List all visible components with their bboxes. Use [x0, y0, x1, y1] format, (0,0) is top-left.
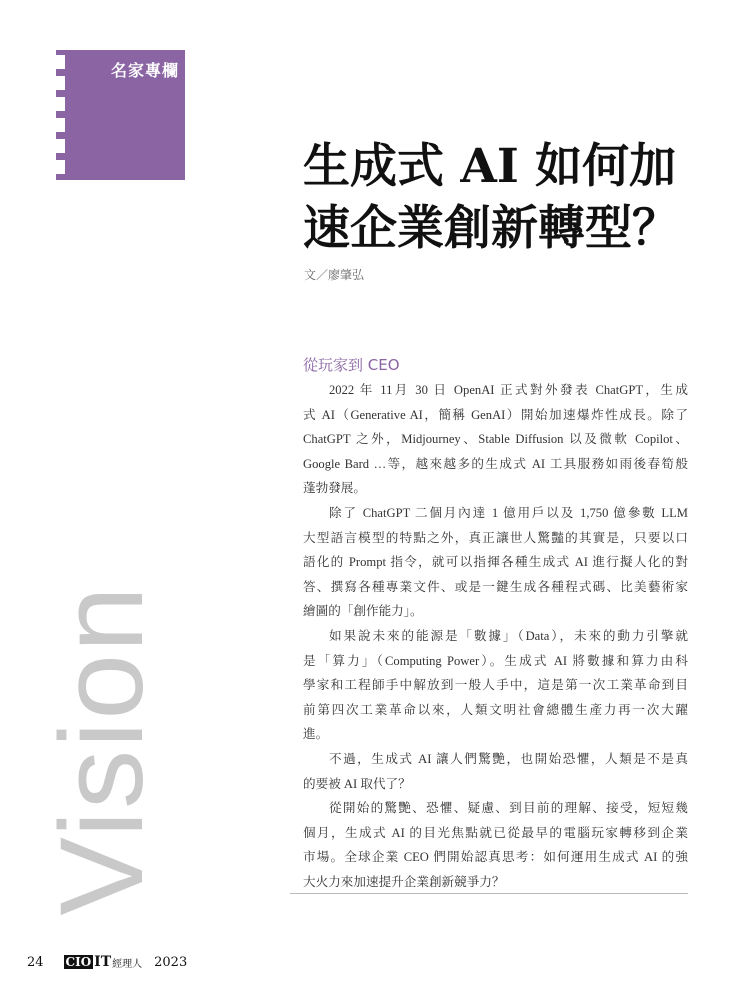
logo-it: IT: [94, 954, 112, 970]
year: 2023: [154, 954, 188, 970]
title-line: 速企業創新轉型？: [303, 201, 679, 256]
notch: [56, 118, 65, 132]
text-line: 不過，生成式 AI 讓人們驚艷，也開始恐懼，人類是不是真: [329, 751, 688, 766]
title-line: 生成式 AI 如何加: [303, 139, 677, 194]
paragraph: [303, 747, 688, 796]
text-line: 市場。全球企業 CEO 們開始認真思考：如何運用生成式 AI 的強: [303, 850, 688, 865]
text-line: 除了 ChatGPT 二個月內達 1 億用戶以及 1,750 億參數 LLM: [329, 505, 688, 520]
text-line: Google Bard …等，越來越多的生成式 AI 工具服務如雨後春筍般: [303, 456, 688, 471]
page-number: 24: [27, 954, 44, 970]
footer: [27, 954, 187, 970]
text-line: 如果說未來的能源是「數據」（Data），未來的動力引擎就: [329, 628, 688, 643]
text-line: 蓬勃發展。: [303, 481, 366, 496]
notch: [56, 55, 65, 69]
paragraph: [303, 796, 688, 894]
text-line: 的要被 AI 取代了？: [303, 776, 411, 791]
text-line: 從開始的驚艷、恐懼、疑慮、到目前的理解、接受，短短幾: [329, 801, 688, 816]
vision-watermark: Vision: [36, 584, 168, 916]
text-line: 大火力來加速提升企業創新競爭力？: [303, 874, 505, 889]
text-line: 式 AI（Generative AI，簡稱 GenAI）開始加速爆炸性成長。除了: [303, 407, 688, 422]
notch: [56, 76, 65, 90]
article-body: [303, 378, 688, 894]
text-line: 2022 年 11月 30 日 OpenAI 正式對外發表 ChatGPT，生成: [329, 383, 688, 397]
text-line: 語化的 Prompt 指令，就可以指揮各種生成式 AI 進行擬人化的對: [303, 555, 688, 570]
text-line: ChatGPT 之外，Midjourney、Stable Diffusion 以及微軟 Copilot、: [303, 432, 688, 447]
paragraph: [303, 501, 688, 624]
text-line: 繪圖的「創作能力」。: [303, 604, 423, 619]
text-line: 個月，生成式 AI 的目光焦點就已從最早的電腦玩家轉移到企業: [303, 825, 688, 840]
byline: 文／廖肇弘: [304, 268, 365, 282]
paragraph: [303, 378, 688, 501]
notch: [56, 139, 65, 153]
logo-cio: CIO: [65, 955, 92, 969]
article-title: [303, 136, 733, 260]
notch: [56, 97, 65, 111]
text-line: 前第四次工業革命以來，人類文明社會總體生產力再一次大躍: [303, 702, 688, 717]
notch: [56, 160, 65, 174]
section-heading: 從玩家到 CEO: [303, 356, 400, 374]
column-label: 名家專欄: [110, 61, 179, 80]
magazine-logo: [64, 954, 143, 970]
paragraph: [303, 624, 688, 747]
text-line: 大型語言模型的特點之外，真正讓世人驚豔的其實是，只要以口: [303, 530, 688, 545]
text-line: 學家和工程師手中解放到一般人手中，這是第一次工業革命到目: [303, 678, 688, 693]
divider: [290, 893, 688, 894]
column-label-box: [56, 50, 185, 180]
text-line: 答、撰寫各種專業文件、或是一鍵生成各種程式碼、比美藝術家: [303, 579, 688, 594]
logo-cn: 經理人: [112, 958, 143, 970]
text-line: 進。: [303, 727, 329, 742]
text-line: 是「算力」（Computing Power）。生成式 AI 將數據和算力由科: [303, 653, 688, 668]
